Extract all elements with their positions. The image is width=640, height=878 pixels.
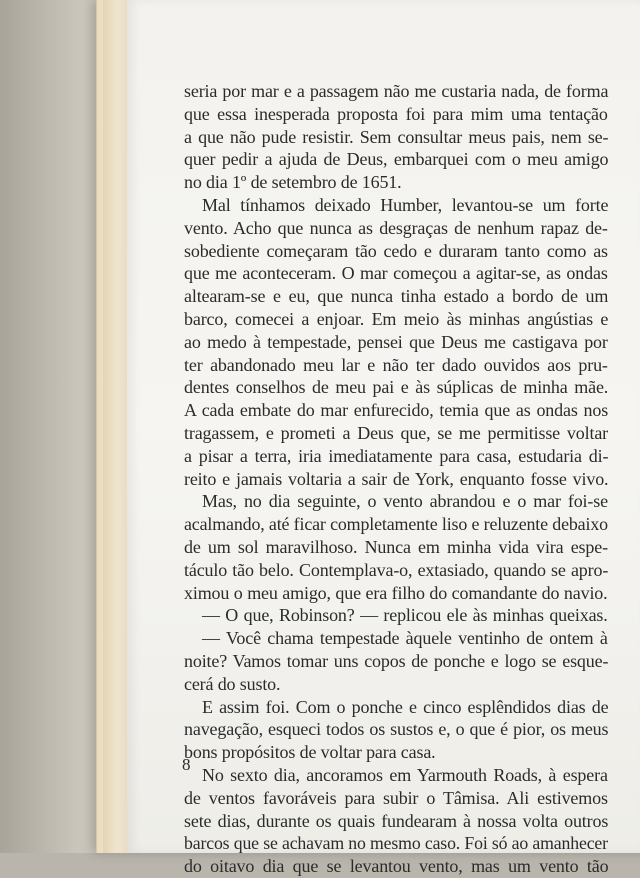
text-line: reito e jamais voltaria a sair de York, enquanto fosse vivo.: [184, 468, 609, 489]
text-line: Mal tínhamos deixado Humber, levantou-se um forte: [202, 194, 609, 215]
text-line: barcos que se achavam no mesmo caso. Foi só ao amanhecer: [184, 833, 608, 854]
text-line: ter abandonado meu lar e não ter dado ouvidos aos pru-: [184, 354, 608, 375]
text-line: tragassem, e prometi a Deus que, se me permitisse voltar: [184, 422, 609, 443]
text-line: que me aconteceram. O mar começou a agitar-se, as ondas: [184, 263, 608, 284]
text-line: navegação, esqueci todos os sustos e, o que é pior, os meus: [184, 719, 609, 740]
text-line: quer pedir a ajuda de Deus, embarquei com o meu amigo: [184, 149, 609, 170]
text-line: no dia 1º de setembro de 1651.: [184, 172, 402, 193]
page-number: 8: [182, 755, 191, 774]
text-line: altearam-se e eu, que nunca tinha estado a bordo de um: [184, 286, 609, 307]
text-line: noite? Vamos tomar uns copos de ponche e logo se esque-: [184, 650, 609, 671]
text-line: dentes conselhos de meu pai e às súplicas de minha mãe.: [184, 377, 609, 398]
text-line: táculo tão belo. Contemplava-o, extasiado, quando se apro-: [184, 559, 609, 580]
text-line: bons propósitos de voltar para casa.: [184, 742, 436, 763]
text-line: seria por mar e a passagem não me custaria nada, de forma: [184, 81, 609, 101]
text-line: de um sol maravilhoso. Nunca em minha vida vira espe-: [184, 536, 608, 557]
text-line: ximou o meu amigo, que era filho do comandante do navio.: [184, 582, 608, 603]
text-line: No sexto dia, ancoramos em Yarmouth Roads, à espera: [202, 764, 608, 785]
text-line: vento. Acho que nunca as desgraças de nenhum rapaz de-: [184, 217, 608, 238]
text-line: cerá do susto.: [184, 673, 281, 694]
text-line: E assim foi. Com o ponche e cinco esplêndidos dias de: [202, 696, 609, 717]
text-line: acalmando, até ficar completamente liso e reluzente debaixo: [184, 514, 608, 535]
text-line: a que não pude resistir. Sem consultar meus pais, nem se-: [184, 126, 609, 147]
text-line: — O que, Robinson? — replicou ele às minhas queixas.: [202, 605, 608, 626]
text-line: ao medo à tempestade, pensei que Deus me castigava por: [184, 331, 608, 352]
text-line: do oitavo dia que se levantou vento, mas um vento tão: [184, 856, 609, 877]
text-line: A cada embate do mar enfurecido, temia que as ondas nos: [184, 400, 609, 421]
text-line: Mas, no dia seguinte, o vento abrandou e o mar foi-se: [202, 491, 608, 512]
text-line: — Você chama tempestade àquele ventinho de ontem à: [202, 628, 608, 649]
book-spine-edge: [103, 0, 128, 853]
text-line: a pisar a terra, iria imediatamente para casa, estudaria di-: [184, 445, 609, 466]
text-line: sobediente começaram tão cedo e duraram tanto como as: [184, 240, 608, 261]
text-line: que essa inesperada proposta foi para mim uma tentação: [184, 103, 608, 124]
text-line: barco, comecei a enjoar. Em meio às minhas angústias e: [184, 308, 609, 329]
text-line: sete dias, durante os quais fundearam à nossa volta outros: [184, 810, 609, 831]
page-text: [184, 80, 608, 878]
text-line: de ventos favoráveis para subir o Tâmisa. Ali estivemos: [184, 787, 608, 808]
